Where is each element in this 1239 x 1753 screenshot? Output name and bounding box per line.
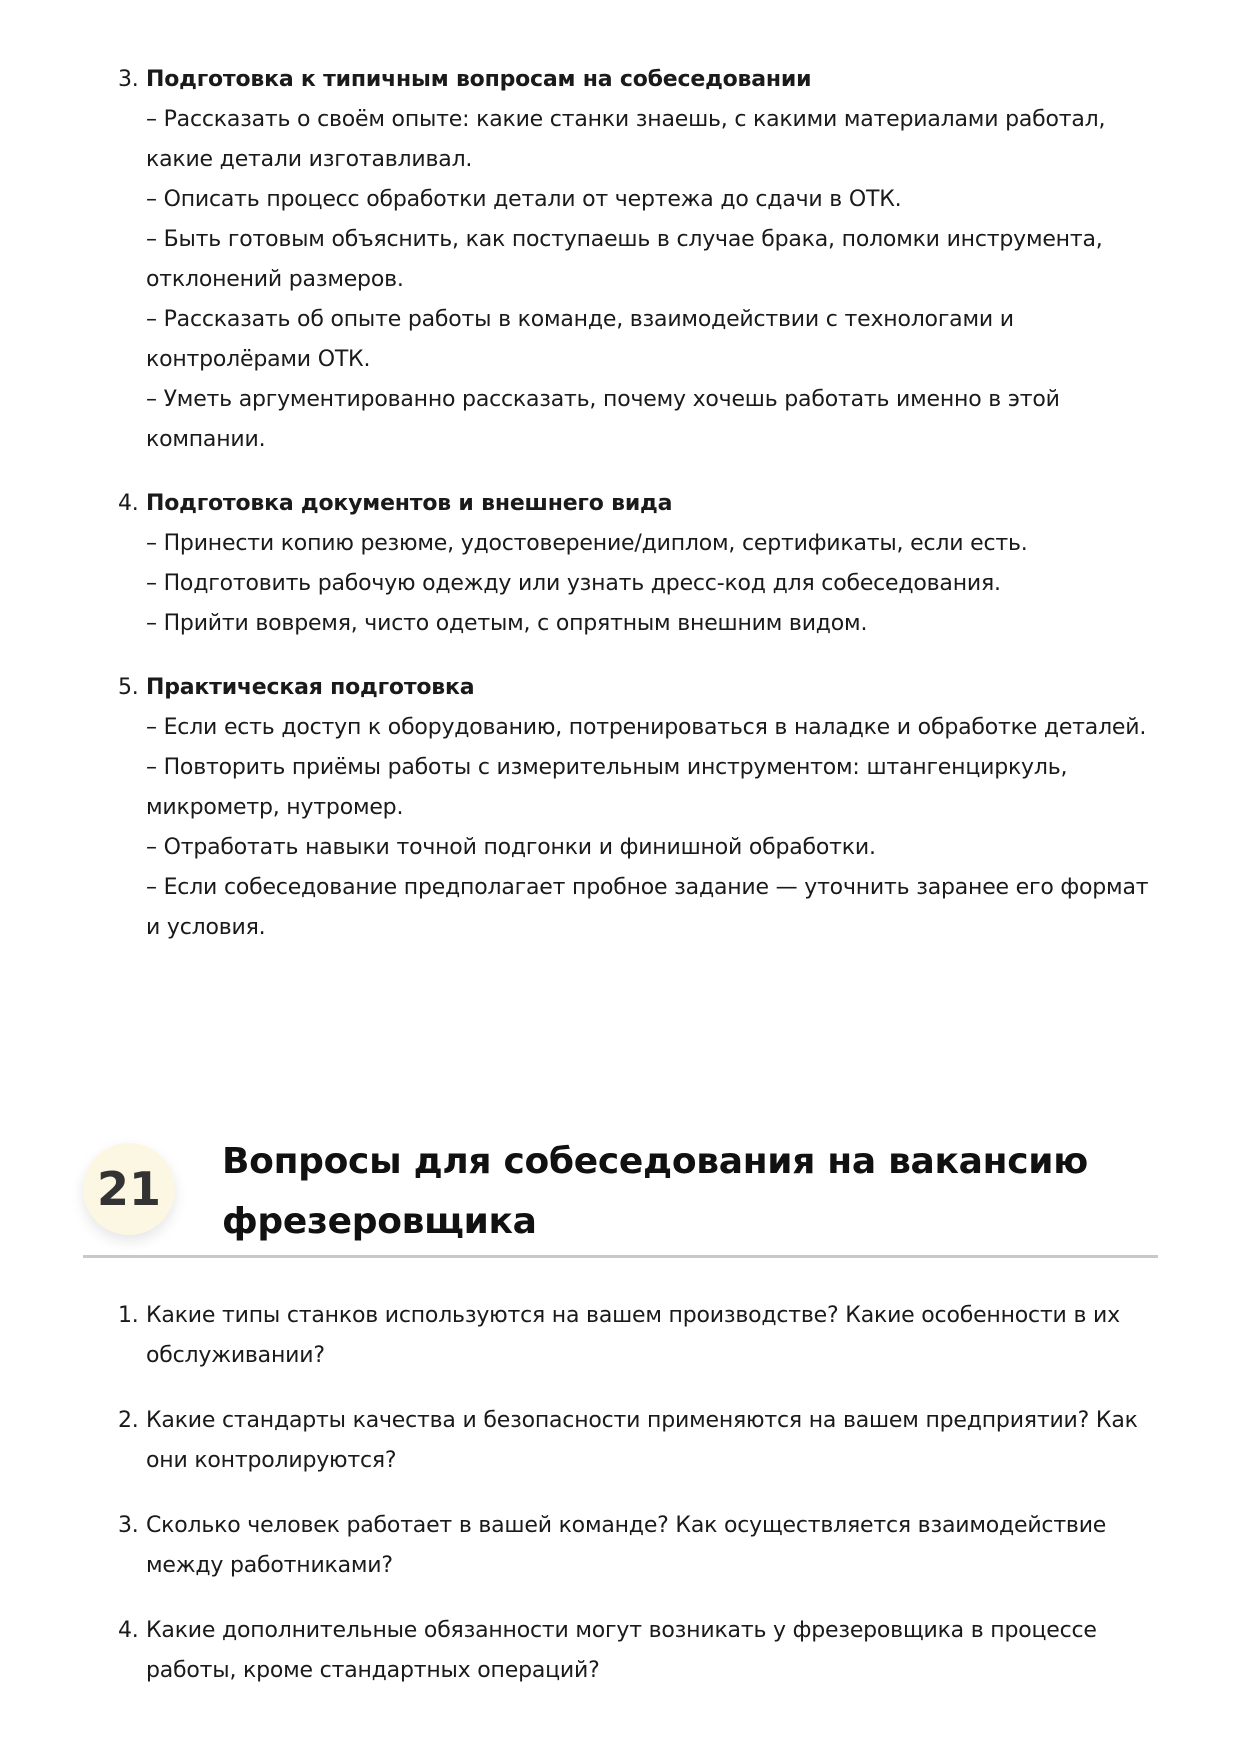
section-title-line: Вопросы для собеседования на вакансию xyxy=(222,1141,1088,1182)
section-title-line: фрезеровщика xyxy=(222,1201,537,1242)
question-line: Какие стандарты качества и безопасности применяются на вашем предприятии? Как xyxy=(146,1408,1138,1433)
list-item-line: какие детали изготавливал. xyxy=(146,147,473,172)
list-item-line: контролёрами ОТК. xyxy=(146,347,371,372)
list-item-line: и условия. xyxy=(146,915,266,940)
question-line: Сколько человек работает в вашей команде? Как осуществляется взаимодействие xyxy=(146,1513,1107,1538)
section-header xyxy=(83,1112,1158,1259)
preparation-list xyxy=(118,60,1158,460)
list-item-4 xyxy=(118,484,1158,644)
question-line: Какие типы станков используются на вашем производстве? Какие особенности в их xyxy=(146,1303,1120,1328)
list-item-line: – Принести копию резюме, удостоверение/диплом, сертификаты, если есть. xyxy=(146,531,1028,556)
list-item-title: Подготовка документов и внешнего вида xyxy=(146,491,673,516)
preparation-list xyxy=(118,668,1158,948)
list-item-line: – Отработать навыки точной подгонки и финишной обработки. xyxy=(146,835,876,860)
list-item-line: – Если собеседование предполагает пробное задание — уточнить заранее его формат xyxy=(146,875,1149,900)
question-line: между работниками? xyxy=(146,1553,393,1578)
question-number: 2. xyxy=(118,1408,139,1433)
list-item-line: отклонений размеров. xyxy=(146,267,404,292)
section-number-badge: 21 xyxy=(83,1143,175,1235)
list-item-5 xyxy=(118,668,1158,948)
question-number: 1. xyxy=(118,1303,139,1328)
list-item-line: – Уметь аргументированно рассказать, почему хочешь работать именно в этой xyxy=(146,387,1060,412)
list-item-line: – Описать процесс обработки детали от чертежа до сдачи в ОТК. xyxy=(146,187,902,212)
preparation-list xyxy=(118,484,1158,644)
list-item-line: компании. xyxy=(146,427,266,452)
question-item-2 xyxy=(118,1401,1158,1481)
list-item-line: – Повторить приёмы работы с измерительным инструментом: штангенциркуль, xyxy=(146,755,1068,780)
list-item-line: – Подготовить рабочую одежду или узнать дресс-код для собеседования. xyxy=(146,571,1001,596)
list-item-number: 4. xyxy=(118,491,139,516)
section-title xyxy=(222,1132,1122,1252)
question-line: Какие дополнительные обязанности могут возникать у фрезеровщика в процессе xyxy=(146,1618,1097,1643)
question-item-1 xyxy=(118,1296,1158,1376)
question-item-4 xyxy=(118,1611,1158,1691)
list-item-line: – Если есть доступ к оборудованию, потренироваться в наладке и обработке деталей. xyxy=(146,715,1147,740)
list-item-number: 3. xyxy=(118,67,139,92)
list-item-line: – Прийти вовремя, чисто одетым, с опрятным внешним видом. xyxy=(146,611,868,636)
section-divider xyxy=(83,1255,1158,1258)
question-line: обслуживании? xyxy=(146,1343,325,1368)
questions-list xyxy=(118,1296,1158,1716)
list-item-3 xyxy=(118,60,1158,460)
list-item-line: микрометр, нутромер. xyxy=(146,795,404,820)
question-number: 3. xyxy=(118,1513,139,1538)
list-item-title: Практическая подготовка xyxy=(146,675,475,700)
question-number: 4. xyxy=(118,1618,139,1643)
question-line: они контролируются? xyxy=(146,1448,397,1473)
list-item-number: 5. xyxy=(118,675,139,700)
list-item-line: – Рассказать о своём опыте: какие станки знаешь, с какими материалами работал, xyxy=(146,107,1106,132)
list-item-line: – Рассказать об опыте работы в команде, взаимодействии с технологами и xyxy=(146,307,1014,332)
question-item-3 xyxy=(118,1506,1158,1586)
list-item-title: Подготовка к типичным вопросам на собеседовании xyxy=(146,67,812,92)
list-item-line: – Быть готовым объяснить, как поступаешь в случае брака, поломки инструмента, xyxy=(146,227,1103,252)
question-line: работы, кроме стандартных операций? xyxy=(146,1658,600,1683)
